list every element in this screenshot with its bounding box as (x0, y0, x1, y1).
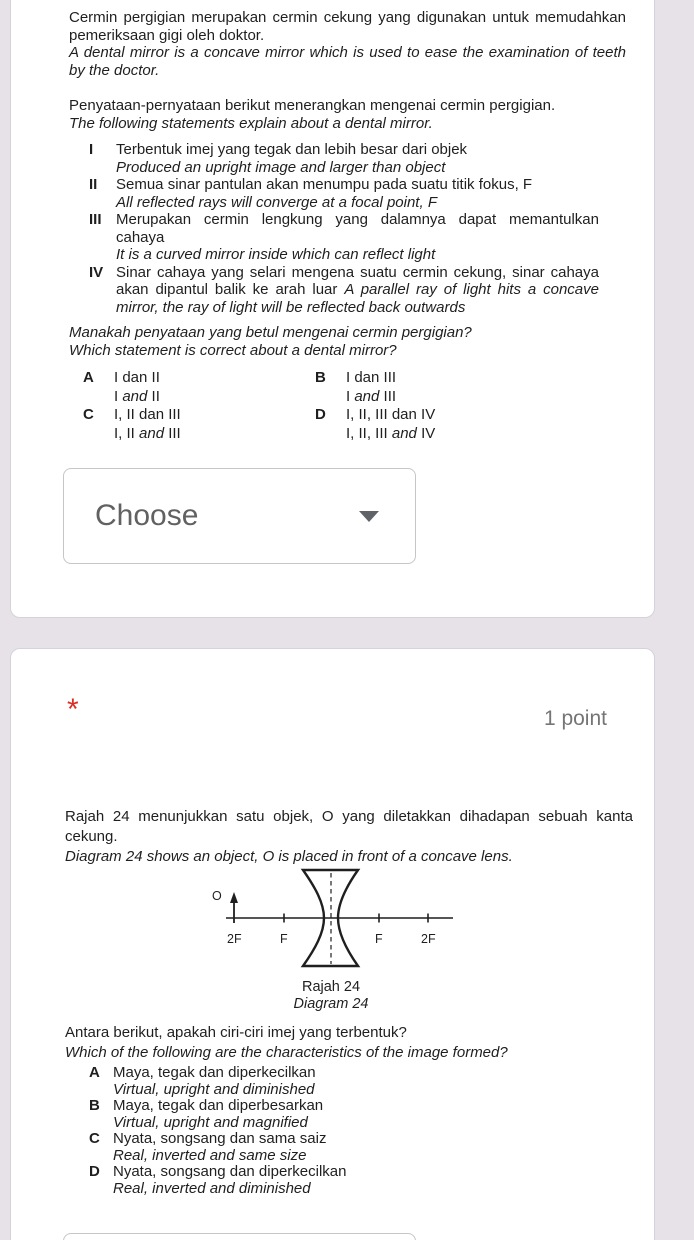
dropdown-selected-value: Choose (95, 499, 199, 532)
option-my: I dan III (346, 369, 397, 386)
axis-label-f-right: F (375, 932, 383, 946)
option-en: Virtual, upright and magnified (113, 1113, 308, 1131)
option-my: I dan II (114, 369, 160, 386)
option-en: I, II and III (114, 424, 181, 442)
q1-question-en: Which statement is correct about a dental mirror? (69, 341, 397, 359)
object-label: O (212, 889, 222, 903)
option-c (89, 1131, 633, 1164)
option-my: Maya, tegak dan diperbesarkan (113, 1097, 324, 1114)
option-my: Nyata, songsang dan sama saiz (113, 1130, 327, 1147)
question-card-2 (10, 648, 655, 1240)
option-en: I and III (346, 387, 397, 405)
option-d (315, 406, 626, 443)
option-d (89, 1164, 633, 1197)
q1-statement-heading-my: Penyataan-pernyataan berikut menerangkan mengenai cermin pergigian. (69, 97, 556, 114)
option-letter: B (315, 369, 326, 386)
option-b (89, 1098, 633, 1131)
statement-numeral: III (89, 211, 102, 228)
option-en: I, II, III and IV (346, 424, 436, 442)
option-letter: A (89, 1064, 100, 1081)
q1-statement-heading-en: The following statements explain about a dental mirror. (69, 114, 433, 132)
statement-numeral: II (89, 176, 98, 193)
statement-my: Sinar cahaya yang selari mengena suatu cermin cekung, sinar cahaya akan dipantul balik ke arah luar (116, 263, 599, 298)
option-en: I and II (114, 387, 160, 405)
option-en: Real, inverted and diminished (113, 1179, 311, 1197)
statement-en: A parallel ray of light hits a concave mirror, the ray of light will be reflected back outwards (116, 281, 599, 316)
option-my: I, II, III dan IV (346, 406, 436, 423)
option-en: Virtual, upright and diminished (113, 1080, 315, 1098)
axis-label-f-left: F (280, 932, 288, 946)
q1-question-my: Manakah penyataan yang betul mengenai cermin pergigian? (69, 324, 472, 341)
statement-my: Merupakan cermin lengkung yang dalamnya dapat memantulkan cahaya (116, 211, 599, 246)
option-my: Nyata, songsang dan diperkecilkan (113, 1163, 347, 1180)
diagram-caption-en: Diagram 24 (293, 996, 369, 1012)
diagram-caption-my: Rajah 24 (301, 979, 361, 995)
question-2-content (65, 807, 633, 1197)
option-a (89, 1065, 633, 1098)
statement-my: Terbentuk imej yang tegak dan lebih besar dari objek (116, 141, 468, 158)
answer-dropdown-q2[interactable] (63, 1233, 416, 1240)
statement-en: It is a curved mirror inside which can reflect light (116, 246, 436, 263)
option-letter: C (89, 1130, 100, 1147)
statement-en: All reflected rays will converge at a focal point, F (116, 193, 437, 211)
q1-intro-en: A dental mirror is a concave mirror which is used to ease the examination of teeth by the doctor. (69, 44, 626, 79)
statement-row (89, 176, 599, 211)
statement-en: Produced an upright image and larger than object (116, 158, 446, 176)
option-letter: B (89, 1097, 100, 1114)
question-card-1 (10, 0, 655, 618)
lens-diagram (206, 867, 633, 1013)
statement-numeral: I (89, 141, 94, 158)
q2-intro-my: Rajah 24 menunjukkan satu objek, O yang diletakkan dihadapan sebuah kanta cekung. (65, 808, 633, 845)
q1-intro-my: Cermin pergigian merupakan cermin cekung yang digunakan untuk memudahkan pemeriksaan gigi oleh doktor. (69, 9, 626, 44)
axis-label-2f-right: 2F (421, 932, 436, 946)
statement-row (89, 264, 599, 317)
statement-numeral: IV (89, 263, 104, 281)
q2-question-en: Which of the following are the characteristics of the image formed? (65, 1044, 508, 1061)
points-badge: 1 point (543, 707, 607, 730)
q2-intro-en: Diagram 24 shows an object, O is placed in front of a concave lens. (65, 848, 513, 865)
q1-options (83, 369, 626, 443)
statement-row (89, 141, 599, 176)
option-c (83, 406, 315, 443)
option-my: I, II dan III (114, 406, 181, 423)
question-1-content (69, 9, 626, 443)
option-letter: D (89, 1163, 100, 1180)
q2-question-my: Antara berikut, apakah ciri-ciri imej yang terbentuk? (65, 1024, 407, 1041)
option-my: Maya, tegak dan diperkecilkan (113, 1064, 316, 1081)
dropdown-arrow-icon (359, 511, 379, 522)
axis-label-2f-left: 2F (227, 932, 242, 946)
option-letter: C (83, 406, 94, 423)
statement-row (89, 211, 599, 264)
q2-options (89, 1065, 633, 1197)
option-b (315, 369, 626, 406)
option-letter: A (83, 369, 94, 386)
object-arrow-head (230, 892, 238, 903)
option-en: Real, inverted and same size (113, 1146, 307, 1164)
option-a (83, 369, 315, 406)
concave-lens-figure (206, 867, 456, 1013)
answer-dropdown-q1[interactable] (63, 468, 416, 564)
statement-my: Semua sinar pantulan akan menumpu pada suatu titik fokus, F (116, 176, 533, 193)
option-letter: D (315, 406, 326, 423)
required-asterisk: * (67, 693, 79, 726)
